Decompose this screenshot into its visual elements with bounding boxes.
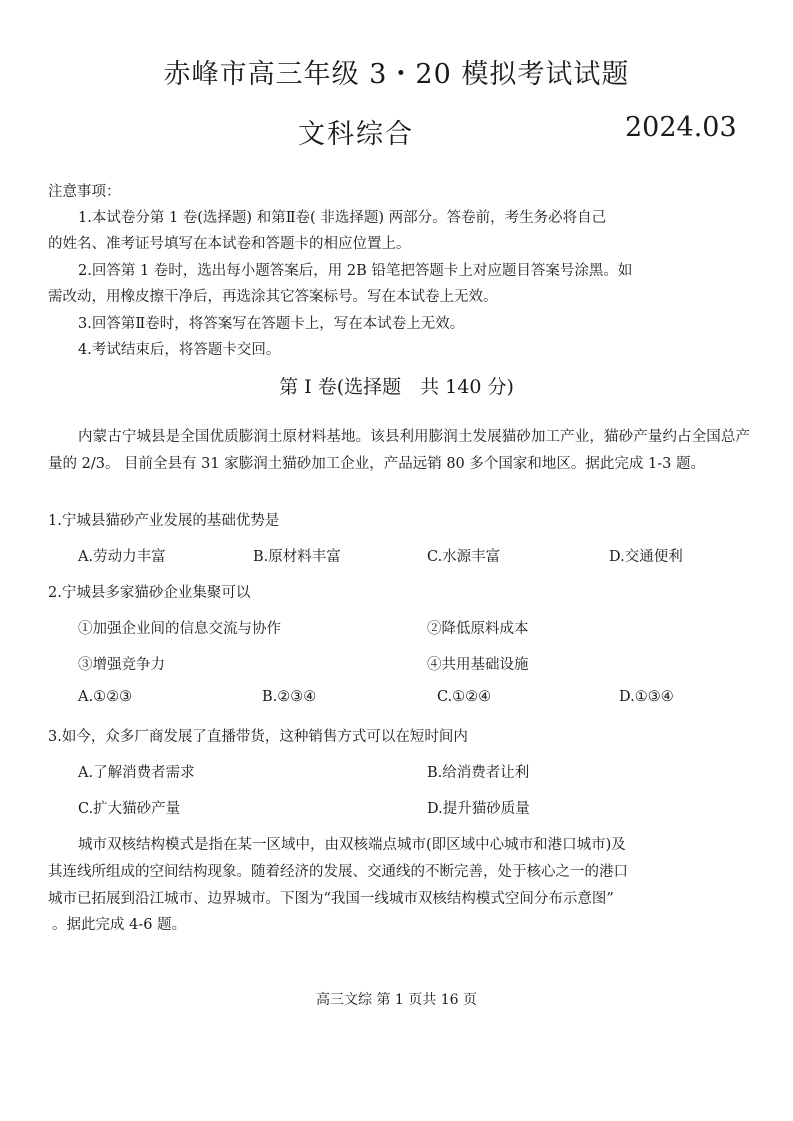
question-1-option-b[interactable]: B.原材料丰富 [253, 549, 341, 565]
notice-item-2-cont: 需改动，用橡皮擦干净后，再选涂其它答案标号。写在本试卷上无效。 [48, 289, 498, 305]
notice-heading: 注意事项： [48, 184, 121, 200]
page-footer: 高三文综 第 1 页共 16 页 [316, 992, 477, 1008]
notice-item-2: 2.回答第 1 卷时，选出每小题答案后，用 2B 铅笔把答题卡上对应题目答案号涂黑。如 [78, 263, 633, 279]
question-2-statement-3: ③增强竞争力 [78, 657, 165, 673]
exam-date: 2024.03 [625, 112, 737, 143]
question-3-option-d[interactable]: D.提升猫砂质量 [427, 801, 530, 817]
notice-item-4: 4.考试结束后，将答题卡交回。 [78, 342, 281, 358]
question-1-option-a[interactable]: A.劳动力丰富 [78, 549, 166, 565]
passage-2-line-2: 其连线所组成的空间结构现象。随着经济的发展、交通线的不断完善，处于核心之一的港口 [48, 864, 628, 880]
passage-1: 内蒙古宁城县是全国优质膨润土原材料基地。该县利用膨润土发展猫砂加工产业，猫砂产量约占全国总产量的 2/3。 目前全县有 31 家膨润土猫砂加工企业，产品远销 80 多个国家和地区。据此完成 1-3 题。 [48, 429, 750, 472]
passage-2-line-3: 城市已拓展到沿江城市、边界城市。下图为“我国一线城市双核结构模式空间分布示意图” [48, 891, 614, 907]
question-2-statement-2: ②降低原料成本 [427, 621, 529, 637]
question-1-stem: 1.宁城县猫砂产业发展的基础优势是 [48, 513, 280, 529]
question-2-option-a[interactable]: A.①②③ [78, 689, 133, 705]
question-1-option-c[interactable]: C.水源丰富 [427, 549, 501, 565]
question-3-stem: 3.如今，众多厂商发展了直播带货，这种销售方式可以在短时间内 [48, 729, 468, 745]
notice-item-1-cont: 的姓名、准考证号填写在本试卷和答题卡的相应位置上。 [48, 236, 411, 252]
question-2-stem: 2.宁城县多家猫砂企业集聚可以 [48, 585, 251, 601]
question-3-option-b[interactable]: B.给消费者让利 [427, 765, 530, 781]
question-2-option-c[interactable]: C.①②④ [437, 689, 492, 705]
exam-subject: 文科综合 [298, 119, 414, 150]
notice-item-3: 3.回答第Ⅱ卷时，将答案写在答题卡上，写在本试卷上无效。 [78, 316, 465, 332]
question-3-option-a[interactable]: A.了解消费者需求 [78, 765, 195, 781]
question-3-option-c[interactable]: C.扩大猫砂产量 [78, 801, 181, 817]
question-2-option-b[interactable]: B.②③④ [262, 689, 317, 705]
section-title: 第 I 卷(选择题 共 140 分) [279, 376, 514, 398]
question-2-statement-4: ④共用基础设施 [427, 657, 529, 673]
passage-2-line-1: 城市双核结构模式是指在某一区域中，由双核端点城市(即区域中心城市和港口城市)及 [78, 837, 626, 853]
question-2-option-d[interactable]: D.①③④ [619, 689, 674, 705]
question-1-option-d[interactable]: D.交通便利 [609, 549, 683, 565]
exam-title: 赤峰市高三年级 3・20 模拟考试试题 [163, 59, 630, 90]
passage-2-line-4: 。据此完成 4-6 题。 [52, 917, 187, 933]
question-2-statement-1: ①加强企业间的信息交流与协作 [78, 621, 281, 637]
notice-item-1: 1.本试卷分第 1 卷(选择题) 和第Ⅱ卷( 非选择题) 两部分。答卷前，考生务必将自己 [78, 210, 607, 226]
